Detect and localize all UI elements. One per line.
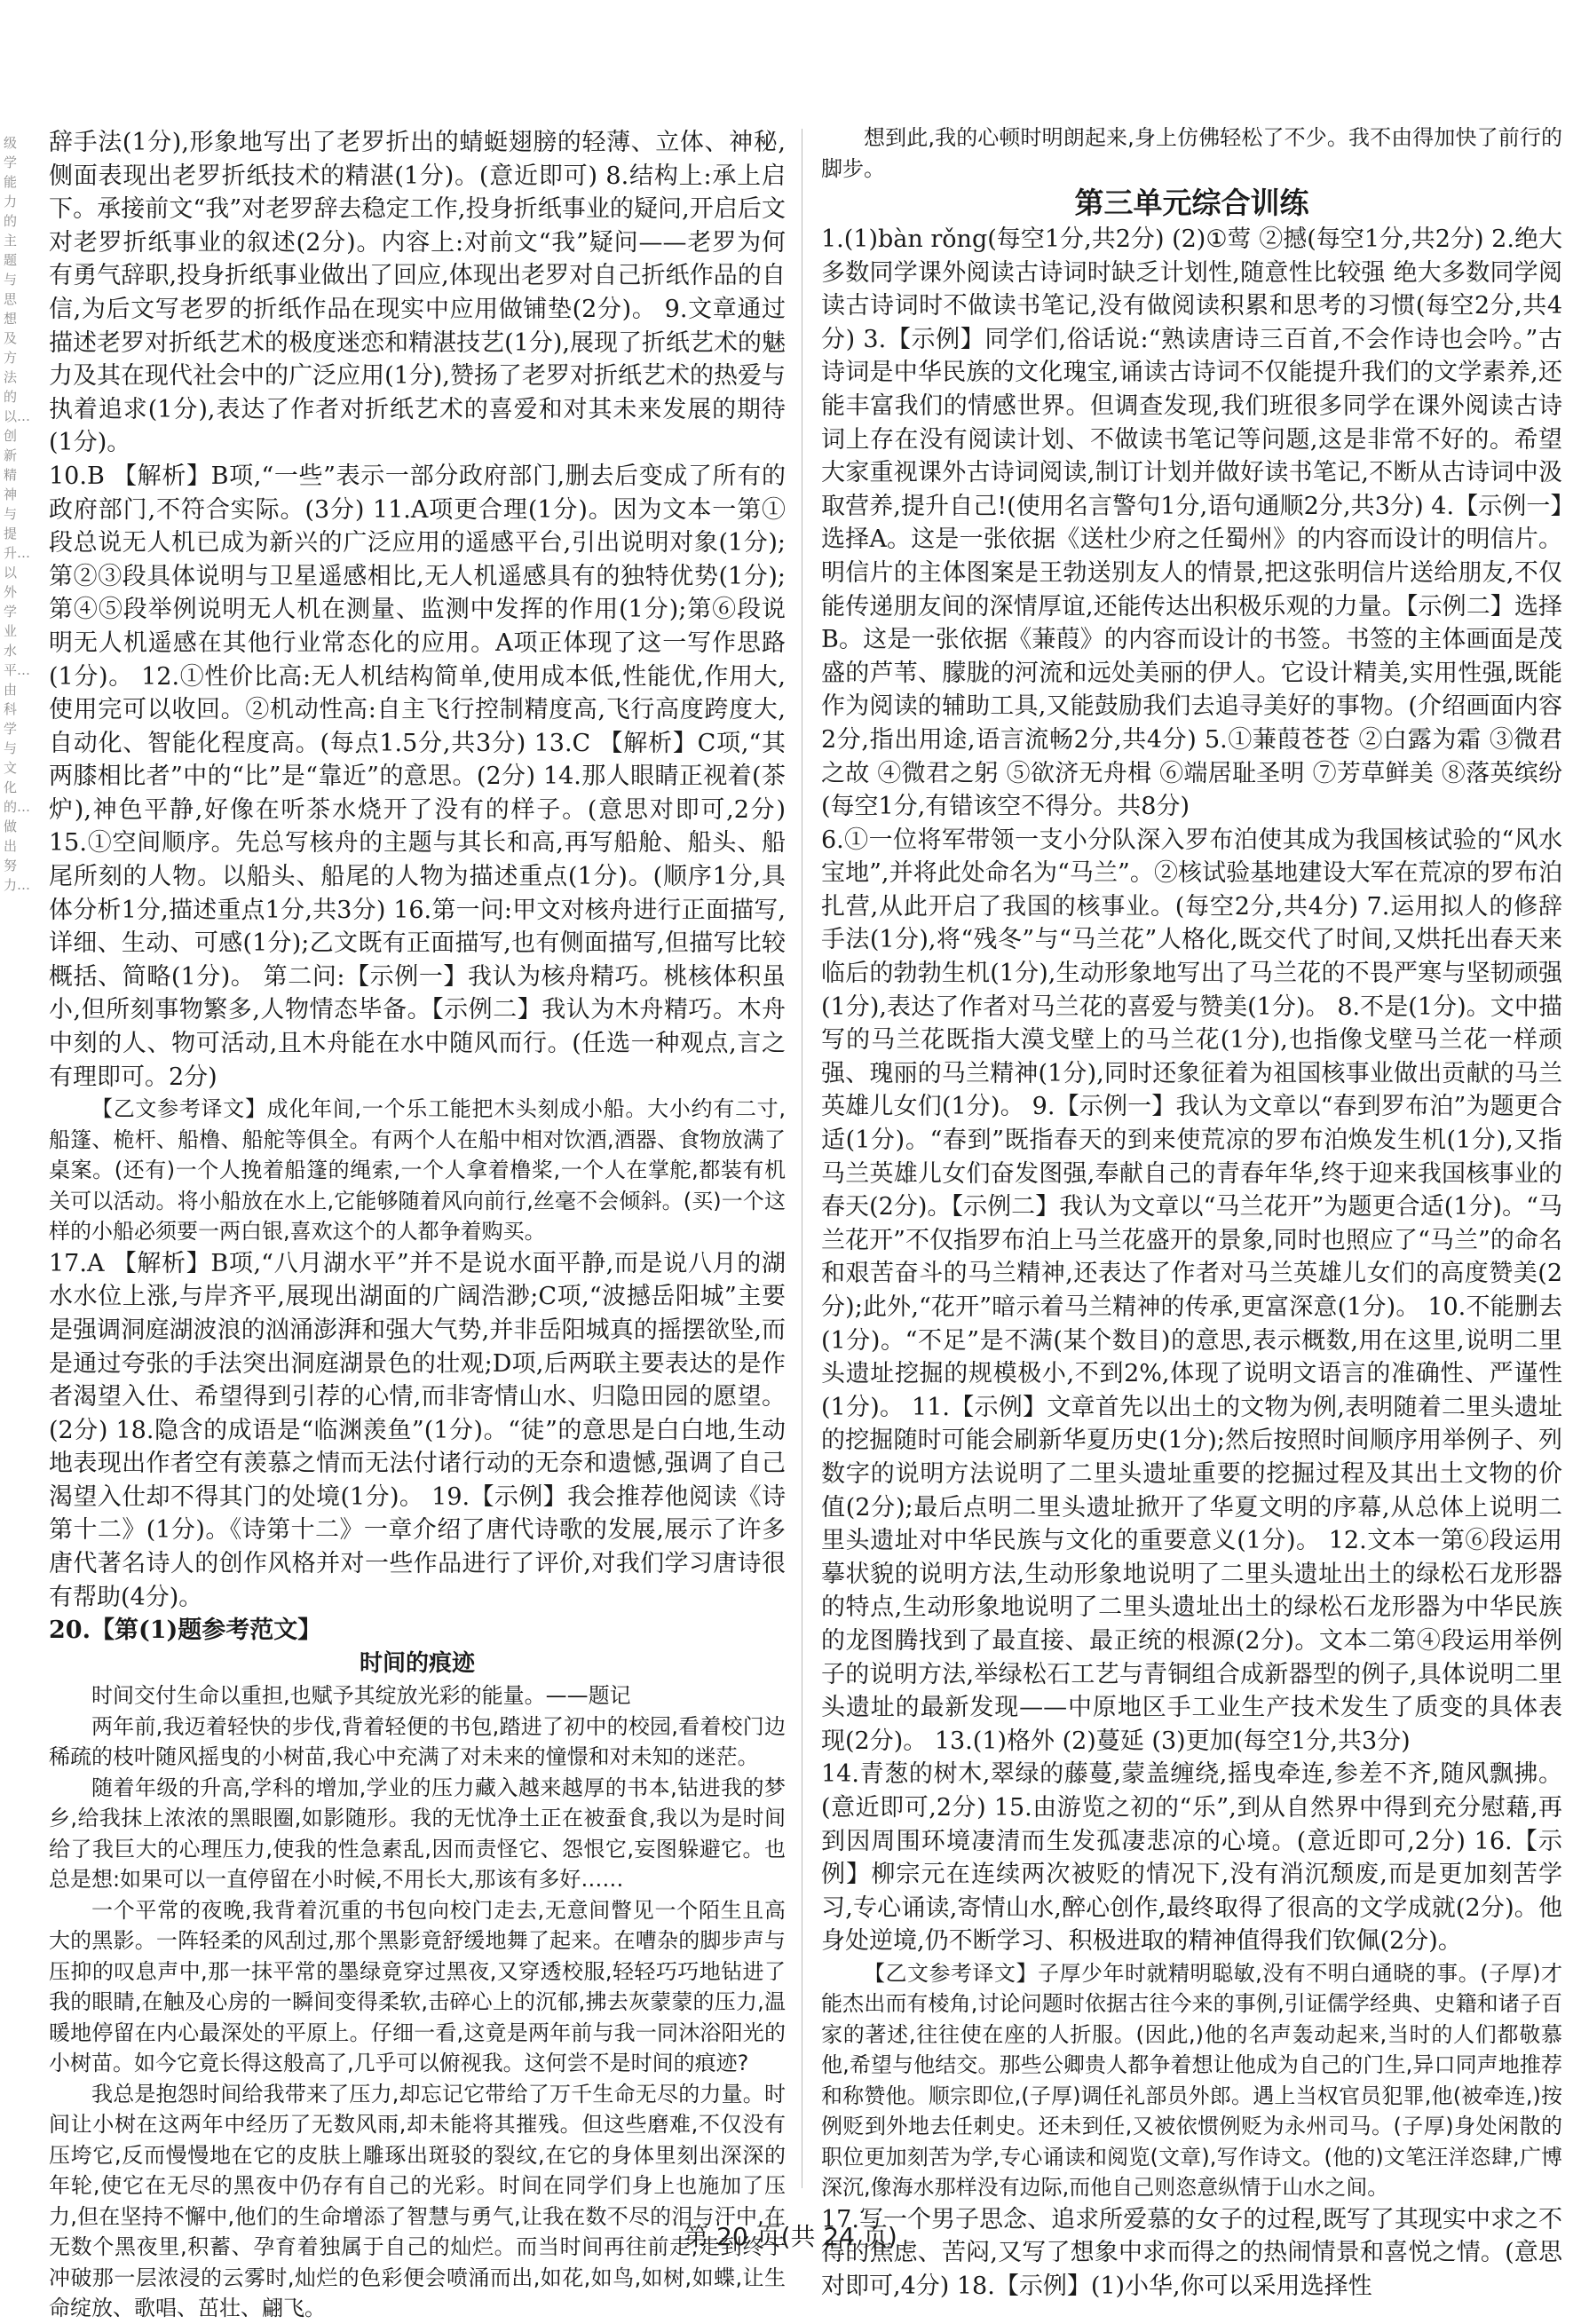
answer-block-17-19: 17.A 【解析】B项,“八月湖水平”并不是说水面平静,而是说八月的湖水水位上涨,与岸齐平,展现出湖面的广阔浩渺;C项,“波撼岳阳城”主要是强调洞庭湖波浪的汹涌澎湃和强大气势,并非岳阳城真的摇摆欲坠,而是通过夸张的手法突出洞庭湖景色的壮观;D项,后两联主要表达的是作者渴望入仕、希望得到引荐的心情,而非寄情山水、归隐田园的愿望。(2分) 18.隐含的成语是“临渊羡鱼”(1分)。“徒”的意思是白白地,生动地表现出作者空有羡慕之情而无法付诸行动的无奈和遗憾,强调了自己渴望入仕却不得其门的处境(1分)。 19.【示例】我会推荐他阅读《诗第十二》(1分)。《诗第十二》一章介绍了唐代诗歌的发展,展示了许多唐代著名诗人的创作风格并对一些作品进行了评价,对我们学习唐诗很有帮助(4分)。 bbox=[49, 1249, 786, 1611]
essay-title: 时间的痕迹 bbox=[359, 1649, 475, 1677]
answer-block-1-5: 1.(1)bàn rǒng(每空1分,共2分) (2)①莺 ②撼(每空1分,共2分) 2.绝大多数同学课外阅读古诗词时缺乏计划性,随意性比较强 绝大多数同学阅读古诗词时不做读书笔记,没有做阅读积累和思考的习惯(每空2分,共4分) 3.【示例】同学们,俗话说:“熟读唐诗三百首,不会作诗也会吟。”古诗词是中华民族的文化瑰宝,诵读古诗词不仅能提升我们的文学素养,还能丰富我们的情感世界。但调查发现,我们班很多同学在课外阅读古诗词上存在没有阅读计划、不做读书笔记等问题,这是非常不好的。希望大家重视课外古诗词阅读,制订计划并做好读书笔记,不断从古诗词中汲取营养,提升自己!(使用名言警句1分,语句通顺2分,共3分) 4.【示例一】选择A。这是一张依据《送杜少府之任蜀州》的内容而设计的明信片。明信片的主体图案是王勃送别友人的情景,把这张明信片送给朋友,不仅能传递朋友间的深情厚谊,还能传达出积极乐观的力量。【示例二】选择B。这是一张依据《蒹葭》的内容而设计的书签。书签的主体画面是茂盛的芦苇、朦胧的河流和远处美丽的伊人。它设计精美,实用性强,既能作为阅读的辅助工具,又能鼓励我们去追寻美好的事物。(介绍画面内容2分,指出用途,语言流畅2分,共4分) 5.①蒹葭苍苍 ②白露为霜 ③微君之故 ④微君之躬 ⑤欲济无舟楫 ⑥端居耻圣明 ⑦芳草鲜美 ⑧落英缤纷(每空1分,有错该空不得分。共8分) bbox=[821, 225, 1562, 821]
essay-paragraph: 我总是抱怨时间给我带来了压力,却忘记它带给了万千生命无尽的力量。时间让小树在这两年中经历了无数风雨,却未能将其摧残。但这些磨难,不仅没有压垮它,反而慢慢地在它的皮肤上雕琢出斑驳的裂纹,在它的身体里刻出深深的年轮,使它在无尽的黑夜中仍存有自己的光彩。时间在同学们身上也施加了压力,但在坚持不懈中,他们的生命增添了智慧与勇气,让我在数不尽的泪与汗中,在无数个黑夜里,积蓄、孕育着独属于自己的灿烂。而当时间再往前走,走到终于冲破那一层浓浸的云雾时,灿烂的色彩便会喷涌而出,如花,如鸟,如树,如蝶,让生命绽放、歌唱、茁壮、翩飞。 bbox=[49, 2081, 786, 2321]
essay-paragraph: 随着年级的升高,学科的增加,学业的压力藏入越来越厚的书本,钻进我的梦乡,给我抹上浓浓的黑眼圈,如影随形。我的无忧净土正在被蚕食,我以为是时间给了我巨大的心理压力,使我的性急素乱,因而责怪它、怨恨它,妄图躲避它。也总是想:如果可以一直停留在小时候,不用长大,那该有多好…… bbox=[49, 1775, 786, 1893]
essay-epigraph: 时间交付生命以重担,也赋予其绽放光彩的能量。——题记 bbox=[91, 1683, 631, 1709]
answer-block-10-16: 10.B 【解析】B项,“一些”表示一部分政府部门,删去后变成了所有的政府部门,不符合实际。(3分) 11.A项更合理(1分)。因为文本一第①段总说无人机已成为新兴的广泛应用的遥感平台,引出说明对象(1分);第②③段具体说明与卫星遥感相比,无人机遥感具有的独特优势(1分);第④⑤段举例说明无人机在测量、监测中发挥的作用(1分);第⑥段说明无人机遥感在其他行业常态化的应用。A项正体现了这一写作思路(1分)。 12.①性价比高:无人机结构简单,使用成本低,性能优,作用大,使用完可以收回。②机动性高:自主飞行控制精度高,飞行高度跨度大,自动化、智能化程度高。(每点1.5分,共3分) 13.C 【解析】C项,“其两膝相比者”中的“比”是“靠近”的意思。(2分) 14.那人眼睛正视着(茶炉),神色平静,好像在听茶水烧开了没有的样子。(意思对即可,2分) 15.①空间顺序。先总写核舟的主题与其长和高,再写船舱、船头、船尾所刻的人物。以船头、船尾的人物为描述重点(1分)。(顺序1分,具体分析1分,描述重点1分,共3分) 16.第一问:甲文对核舟进行正面描写,详细、生动、可感(1分);乙文既有正面描写,也有侧面描写,但描写比较概括、简略(1分)。 第二问:【示例一】我认为核舟精巧。桃核体积虽小,但所刻事物繁多,人物情态毕备。【示例二】我认为木舟精巧。木舟中刻的人、物可活动,且木舟能在水中随风而行。(任选一种观点,言之有理即可。2分) bbox=[49, 462, 786, 1091]
left-column bbox=[49, 126, 786, 2324]
answer-block-14-16: 14.青葱的树木,翠绿的藤蔓,蒙盖缠绕,摇曳牵连,参差不齐,随风飘拂。(意近即可,2分) 15.由游览之初的“乐”,到从自然界中得到充分慰藉,再到因周围环境凄清而生发孤凄悲凉的心境。(意近即可,2分) 16.【示例】柳宗元在连续两次被贬的情况下,没有消沉颓废,而是更加刻苦学习,专心诵读,寄情山水,醉心创作,最终取得了很高的文学成就(2分)。他身处逆境,仍不断学习、积极进取的精神值得我们钦佩(2分)。 bbox=[821, 1760, 1562, 1956]
essay-conclusion: 想到此,我的心顿时明朗起来,身上仿佛轻松了不少。我不由得加快了前行的脚步。 bbox=[821, 125, 1562, 181]
section-title: 第三单元综合训练 bbox=[1074, 186, 1309, 220]
answer-block-8-9: 辞手法(1分),形象地写出了老罗折出的蜻蜓翅膀的轻薄、立体、神秘,侧面表现出老罗折纸技术的精湛(1分)。(意近即可) 8.结构上:承上启下。承接前文“我”对老罗辞去稳定工作,投身折纸事业的疑问,开启后文对老罗折纸事业的叙述(2分)。内容上:对前文“我”疑问——老罗为何有勇气辞职,投身折纸事业做出了回应,体现出老罗对自己折纸作品的自信,为后文写老罗的折纸作品在现实中应用做铺垫(2分)。 9.文章通过描述老罗对折纸艺术的极度迷恋和精湛技艺(1分),展现了折纸艺术的魅力及其在现代社会中的广泛应用(1分),赞扬了老罗对折纸艺术的热爱与执着追求(1分),表达了作者对折纸艺术的喜爱和对其未来发展的期待(1分)。 bbox=[49, 129, 786, 457]
essay-paragraph: 两年前,我迈着轻快的步伐,背着轻便的书包,踏进了初中的校园,看着校门边稀疏的枝叶随风摇曳的小树苗,我心中充满了对未来的憧憬和对未知的迷茫。 bbox=[49, 1713, 786, 1770]
binding-gutter-text: 级学能力的主题与思想及方法的以…创新精神与提升…以外学业水平…由科学与文化的…做出努力… bbox=[4, 135, 31, 893]
answer-block-17-18: 17.写一个男子思念、追求所爱慕的女子的过程,既写了其现实中求之不得的焦虑、苦闷,又写了想象中求而得之的热闹情景和喜悦之情。(意思对即可,4分) 18.【示例】(1)小华,你可以采用选择性 bbox=[821, 2205, 1562, 2301]
essay-paragraph: 一个平常的夜晚,我背着沉重的书包向校门走去,无意间瞥见一个陌生且高大的黑影。一阵轻柔的风刮过,那个黑影竟舒缓地舞了起来。在嘈杂的脚步声与压抑的叹息声中,那一抹平常的墨绿竟穿过黑夜,又穿透校服,轻轻巧巧地钻进了我的眼睛,在触及心房的一瞬间变得柔软,击碎心上的沉郁,拂去灰蒙蒙的压力,温暖地停留在内心最深处的平原上。仔细一看,这竟是两年前与我一同沐浴阳光的小树苗。如今它竟长得这般高了,几乎可以俯视我。这何尝不是时间的痕迹? bbox=[49, 1897, 786, 2076]
page-number: 第 20 页(共 24 页) bbox=[684, 2222, 897, 2251]
translation-yi-wen: 【乙文参考译文】成化年间,一个乐工能把木头刻成小船。大小约有二寸,船篷、桅杆、船橹、船舵等俱全。有两个人在船中相对饮酒,酒器、食物放满了桌案。(还有)一个人挽着船篷的绳索,一个人拿着橹桨,一个人在掌舵,都装有机关可以活动。将小船放在水上,它能够随着风向前行,丝毫不会倾斜。(买)一个这样的小船必须要一两白银,喜欢这个的人都争着购买。 bbox=[49, 1096, 786, 1245]
question-20-header: 20.【第(1)题参考范文】 bbox=[49, 1617, 322, 1645]
answer-block-6-13: 6.①一位将军带领一支小分队深入罗布泊使其成为我国核试验的“风水宝地”,并将此处命名为“马兰”。②核试验基地建设大军在荒凉的罗布泊扎营,从此开启了我国的核事业。(每空2分,共4分) 7.运用拟人的修辞手法(1分),将“残冬”与“马兰花”人格化,既交代了时间,又烘托出春天来临后的勃勃生机(1分),生动形象地写出了马兰花的不畏严寒与坚韧顽强(1分),表达了作者对马兰花的喜爱与赞美(1分)。 8.不是(1分)。文中描写的马兰花既指大漠戈壁上的马兰花(1分),也指像戈壁马兰花一样顽强、瑰丽的马兰精神(1分),同时还象征着为祖国核事业做出贡献的马兰英雄儿女们(1分)。 9.【示例一】我认为文章以“春到罗布泊”为题更合适(1分)。“春到”既指春天的到来使荒凉的罗布泊焕发生机(1分),又指马兰英雄儿女们奋发图强,奉献自己的青春年华,终于迎来我国核事业的春天(2分)。【示例二】我认为文章以“马兰花开”为题更合适(1分)。“马兰花开”不仅指罗布泊上马兰花盛开的景象,同时也照应了“马兰”的命名和艰苦奋斗的马兰精神,还表达了作者对马兰英雄儿女们的高度赞美(2分);此外,“花开”暗示着马兰精神的传承,更富深意(1分)。 10.不能删去(1分)。“不足”是不满(某个数目)的意思,表示概数,用在这里,说明二里头遗址挖掘的规模极小,不到2%,体现了说明文语言的准确性、严谨性(1分)。 11.【示例】文章首先以出土的文物为例,表明随着二里头遗址的挖掘随时可能会刷新华夏历史(1分);然后按照时间顺序用举例子、列数字的说明方法说明了二里头遗址重要的挖掘过程及其出土文物的价值(2分);最后点明二里头遗址掀开了华夏文明的序幕,从总体上说明二里头遗址对中华民族与文化的重要意义(1分)。 12.文本一第⑥段运用摹状貌的说明方法,生动形象地说明了二里头遗址出土的绿松石龙形器的特点,生动形象地说明了二里头遗址出土的绿松石龙形器为中华民族的龙图腾找到了最直接、最正统的根源(2分)。文本二第④段运用举例子的说明方法,举绿松石工艺与青铜组合成新器型的例子,具体说明二里头遗址的最新发现——中原地区手工业生产技术发生了质变的具体表现(2分)。 13.(1)格外 (2)蔓延 (3)更加(每空1分,共3分) bbox=[821, 826, 1562, 1755]
right-column bbox=[821, 123, 1562, 2304]
translation-yi-wen-2: 【乙文参考译文】子厚少年时就精明聪敏,没有不明白通晓的事。(子厚)才能杰出而有棱角,讨论问题时依据古往今来的事例,引证儒学经典、史籍和诸子百家的著述,往往使在座的人折服。(因此,)他的名声轰动起来,当时的人们都敬慕他,希望与他结交。那些公卿贵人都争着想让他成为自己的门生,异口同声地推荐和称赞他。顺宗即位,(子厚)调任礼部员外郎。遇上当权官员犯罪,他(被牵连,)按例贬到外地去任刺史。还未到任,又被依惯例贬为永州司马。(子厚)身处闲散的职位更加刻苦为学,专心诵读和阅览(文章),写作诗文。(他的)文笔汪洋恣肆,广博深沉,像海水那样没有边际,而他自己则恣意纵情于山水之间。 bbox=[821, 1960, 1562, 2201]
